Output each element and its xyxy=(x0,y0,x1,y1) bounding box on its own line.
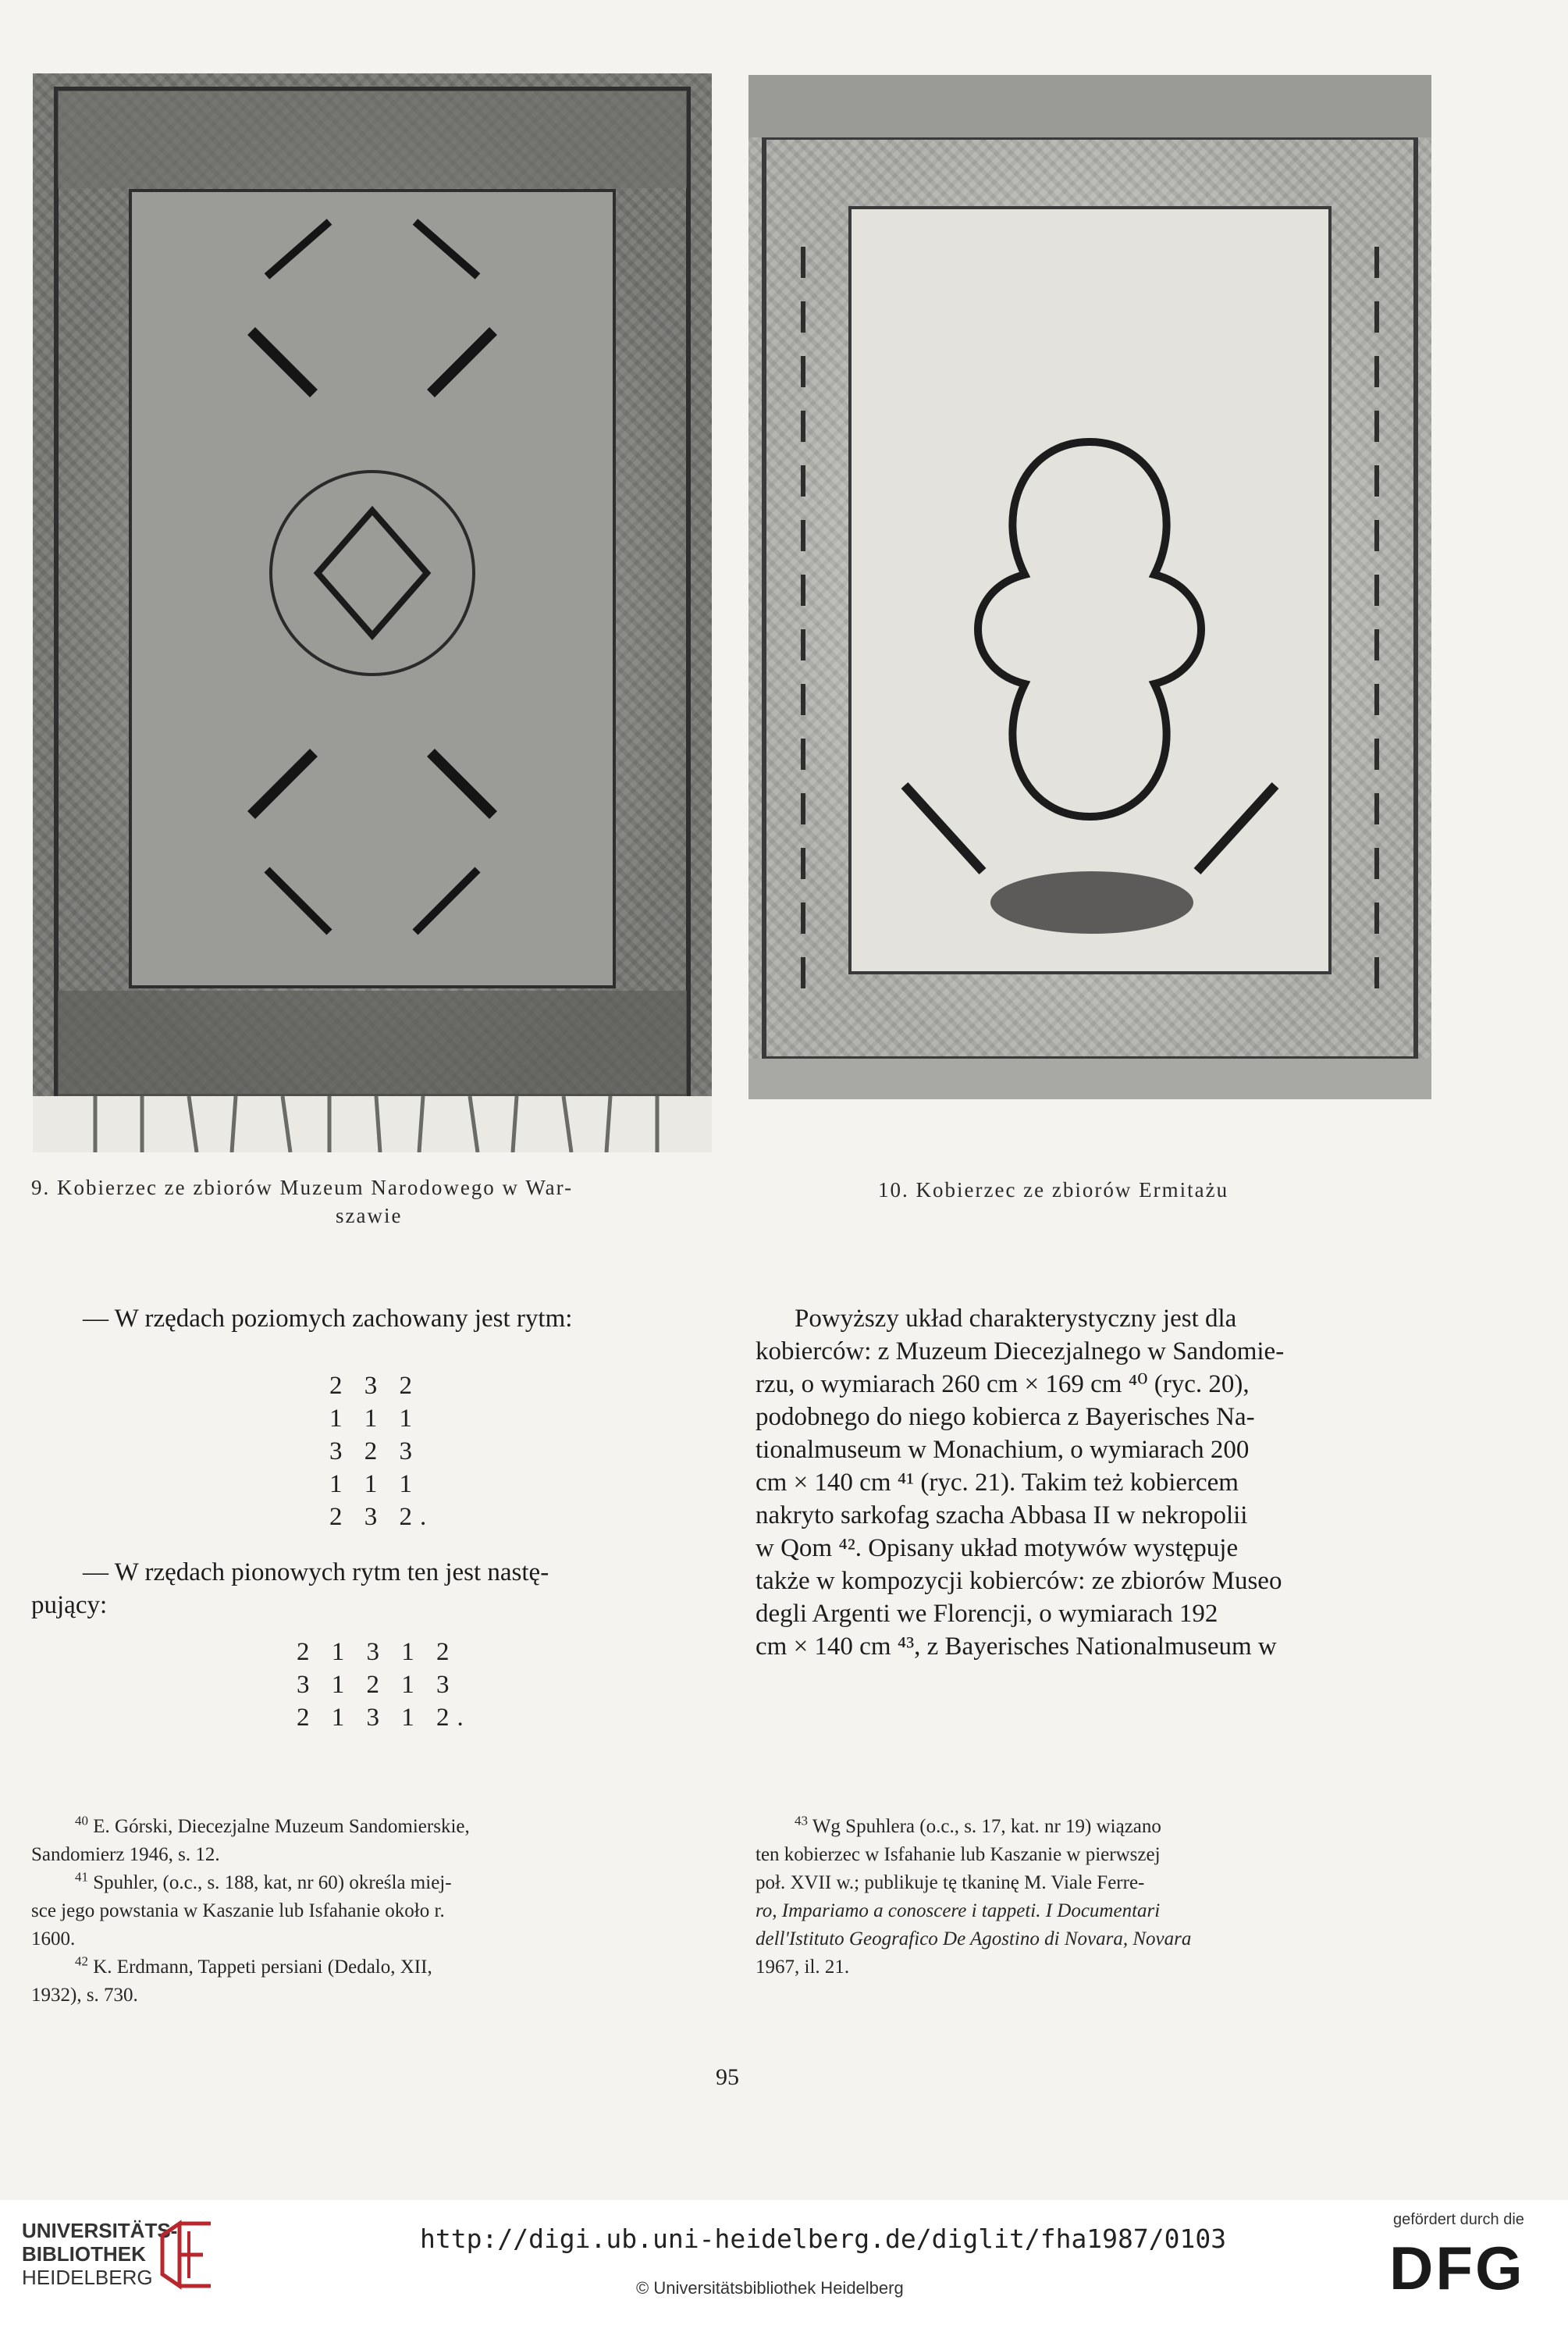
library-name-line1: UNIVERSITÄTS- xyxy=(22,2219,178,2242)
rhythm-row: 2 3 2. xyxy=(329,1503,435,1531)
right-line: rzu, o wymiarach 260 cm × 169 cm ⁴⁰ (ryc. 20), xyxy=(756,1370,1250,1398)
right-line: cm × 140 cm ⁴¹ (ryc. 21). Takim też kobiercem xyxy=(756,1469,1239,1497)
library-name-line2: BIBLIOTHEK xyxy=(22,2242,146,2266)
figure-caption-right: 10. Kobierzec ze zbiorów Ermitażu xyxy=(878,1178,1229,1202)
figure-caption-left xyxy=(31,1173,718,1230)
right-line: tionalmuseum w Monachium, o wymiarach 200 xyxy=(756,1436,1250,1464)
right-line: nakryto sarkofag szacha Abbasa II w nekropolii xyxy=(756,1501,1248,1529)
footnote-line: ten kobierzec w Isfahanie lub Kaszanie w pierwszej xyxy=(756,1844,1161,1865)
rhythm-row: 2 1 3 1 2 xyxy=(297,1638,457,1666)
footnote-line: K. Erdmann, Tappeti persiani (Dedalo, XII, xyxy=(93,1956,432,1978)
footnote-number: 41 xyxy=(75,1869,88,1885)
right-column xyxy=(756,1302,1442,1663)
right-line: kobierców: z Muzeum Diecezjalnego w Sandomie- xyxy=(756,1337,1285,1365)
library-logo-icon xyxy=(156,2216,219,2294)
rhythm-row: 1 1 1 xyxy=(329,1405,420,1433)
footnote-line: Wg Spuhlera (o.c., s. 17, kat. nr 19) wiązano xyxy=(812,1816,1161,1837)
footnote-40 xyxy=(31,1813,718,1869)
document-url[interactable]: http://digi.ub.uni-heidelberg.de/diglit/fha1987/0103 xyxy=(420,2224,1227,2254)
footnotes-left xyxy=(31,1813,718,2010)
footnote-42 xyxy=(31,1953,718,2010)
footnote-number: 40 xyxy=(75,1813,88,1828)
footer-banner xyxy=(0,2200,1568,2325)
right-line: cm × 140 cm ⁴³, z Bayerisches Nationalmuseum w xyxy=(756,1632,1277,1661)
rhythm-row: 2 1 3 1 2. xyxy=(297,1704,471,1732)
footnote-line: Spuhler, (o.c., s. 188, kat, nr 60) określa miej- xyxy=(93,1872,452,1893)
carpet-illustration-right xyxy=(748,75,1431,1099)
footnote-line: sce jego powstania w Kaszanie lub Isfahanie około r. xyxy=(31,1900,445,1921)
right-line: podobnego do niego kobierca z Bayerisches Na- xyxy=(756,1403,1255,1431)
rhythm-row: 3 2 3 xyxy=(329,1437,420,1465)
rhythm-row: 3 1 2 1 3 xyxy=(297,1671,457,1699)
footnotes-right xyxy=(756,1813,1442,1981)
copyright-notice: © Universitätsbibliothek Heidelberg xyxy=(636,2278,904,2298)
footnote-41 xyxy=(31,1869,718,1953)
intro-horizontal: — W rzędach poziomych zachowany jest rytm: xyxy=(83,1305,573,1333)
carpet-illustration-left xyxy=(33,73,712,1152)
figure-caption-left-line1: 9. Kobierzec ze zbiorów Muzeum Narodowego w War- xyxy=(31,1176,574,1199)
intro-vertical-line2: pujący: xyxy=(31,1591,108,1619)
footnote-line: 1932), s. 730. xyxy=(31,1985,138,2006)
horizontal-rhythm xyxy=(329,1369,434,1533)
carpet-photo-right xyxy=(748,75,1431,1099)
footnote-line: poł. XVII w.; publikuje tę tkaninę M. Viale Ferre- xyxy=(756,1872,1145,1893)
footnote-line: Sandomierz 1946, s. 12. xyxy=(31,1844,220,1865)
right-line: degli Argenti we Florencji, o wymiarach 192 xyxy=(756,1600,1218,1628)
sponsor-label: gefördert durch die xyxy=(1393,2211,1524,2228)
rhythm-row: 2 3 2 xyxy=(329,1372,420,1400)
library-name xyxy=(22,2219,177,2289)
right-line: także w kompozycji kobierców: ze zbiorów Museo xyxy=(756,1567,1282,1595)
carpet-photo-left xyxy=(33,73,712,1152)
footnote-number: 42 xyxy=(75,1953,88,1969)
dfg-logo: DFG xyxy=(1389,2234,1525,2302)
right-line: w Qom ⁴². Opisany układ motywów występuje xyxy=(756,1534,1239,1562)
footnote-line: 1600. xyxy=(31,1928,76,1949)
footnote-number: 43 xyxy=(795,1813,808,1828)
rhythm-row: 1 1 1 xyxy=(329,1470,420,1498)
left-column xyxy=(31,1302,718,1335)
footnote-line: E. Górski, Diecezjalne Muzeum Sandomierskie, xyxy=(93,1816,470,1837)
footnote-43 xyxy=(756,1813,1442,1981)
footnote-line: 1967, il. 21. xyxy=(756,1956,850,1978)
figure-caption-left-line2: szawie xyxy=(336,1204,403,1227)
footnote-line: ro, Impariamo a conoscere i tappeti. I Documentari xyxy=(756,1900,1161,1921)
footnote-line: dell'Istituto Geografico De Agostino di Novara, Novara xyxy=(756,1928,1192,1949)
page-number: 95 xyxy=(716,2064,739,2090)
right-line: Powyższy układ charakterystyczny jest dla xyxy=(795,1305,1237,1333)
intro-vertical-line1: — W rzędach pionowych rytm ten jest nastę- xyxy=(83,1558,549,1586)
library-name-line3: HEIDELBERG xyxy=(22,2266,153,2289)
vertical-rhythm xyxy=(297,1636,471,1734)
intro-vertical xyxy=(31,1556,718,1622)
